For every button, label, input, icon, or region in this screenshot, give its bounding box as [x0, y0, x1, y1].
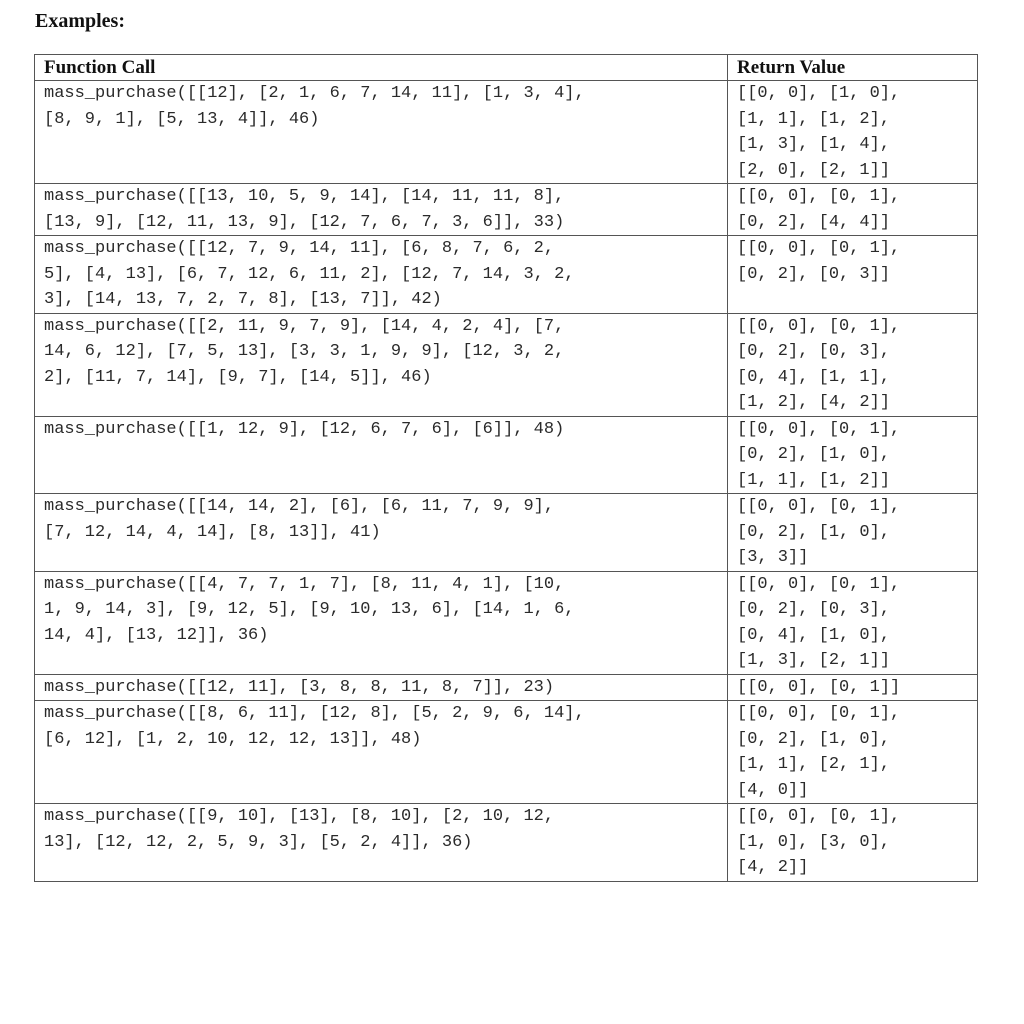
return-value-line: [1, 0], [3, 0],	[737, 832, 891, 852]
function-call-line: mass_purchase([[2, 11, 9, 7, 9], [14, 4, 2, 4], [7,	[44, 316, 565, 336]
table-row	[35, 674, 978, 701]
examples-heading: Examples:	[35, 10, 125, 32]
table-row	[35, 81, 978, 184]
function-call-cell	[35, 571, 728, 674]
function-call-line: mass_purchase([[1, 12, 9], [12, 6, 7, 6], [6]], 48)	[44, 419, 565, 439]
table-row	[35, 701, 978, 804]
function-call-line: mass_purchase([[9, 10], [13], [8, 10], [2, 10, 12,	[44, 807, 555, 826]
function-call-cell	[35, 236, 728, 314]
return-value-line: [[0, 0], [0, 1],	[737, 187, 901, 206]
table-body	[35, 81, 978, 882]
return-value-line: [0, 2], [1, 0],	[737, 729, 891, 749]
return-value-cell	[728, 416, 978, 494]
function-call-cell	[35, 81, 728, 184]
return-value-line: [[0, 0], [0, 1],	[737, 704, 901, 723]
function-call-line: 14, 4], [13, 12]], 36)	[44, 625, 269, 645]
return-value-line: [4, 0]]	[737, 780, 809, 800]
function-call-cell	[35, 416, 728, 494]
table-row	[35, 236, 978, 314]
return-value-line: [0, 4], [1, 0],	[737, 625, 891, 645]
function-call-line: 3], [14, 13, 7, 2, 7, 8], [13, 7]], 42)	[44, 290, 442, 309]
return-value-line: [0, 2], [4, 4]]	[737, 212, 891, 232]
return-value-line: [0, 4], [1, 1],	[737, 367, 891, 387]
function-call-line: mass_purchase([[12, 7, 9, 14, 11], [6, 8, 7, 6, 2,	[44, 239, 555, 258]
function-call-line: [6, 12], [1, 2, 10, 12, 12, 13]], 48)	[44, 729, 422, 749]
function-call-line: 13], [12, 12, 2, 5, 9, 3], [5, 2, 4]], 36)	[44, 832, 473, 852]
return-value-line: [[0, 0], [1, 0],	[737, 84, 901, 103]
return-value-line: [0, 2], [0, 3],	[737, 342, 891, 361]
function-call-line: mass_purchase([[12, 11], [3, 8, 8, 11, 8, 7]], 23)	[44, 677, 555, 697]
function-call-cell	[35, 313, 728, 416]
return-value-line: [1, 3], [1, 4],	[737, 135, 891, 154]
return-value-cell	[728, 701, 978, 804]
return-value-line: [2, 0], [2, 1]]	[737, 160, 891, 180]
table-row	[35, 184, 978, 236]
return-value-line: [0, 2], [0, 3],	[737, 600, 891, 619]
return-value-line: [1, 1], [1, 2],	[737, 109, 891, 129]
function-call-line: [13, 9], [12, 11, 13, 9], [12, 7, 6, 7, 3, 6]], 33)	[44, 212, 565, 232]
return-value-line: [0, 2], [1, 0],	[737, 522, 891, 542]
function-call-line: mass_purchase([[4, 7, 7, 1, 7], [8, 11, 4, 1], [10,	[44, 574, 565, 594]
return-value-line: [[0, 0], [0, 1]]	[737, 677, 901, 697]
function-call-line: 5], [4, 13], [6, 7, 12, 6, 11, 2], [12, 7, 14, 3, 2,	[44, 264, 575, 284]
function-call-cell	[35, 674, 728, 701]
function-call-cell	[35, 494, 728, 572]
return-value-line: [[0, 0], [0, 1],	[737, 239, 901, 258]
function-call-line: mass_purchase([[8, 6, 11], [12, 8], [5, 2, 9, 6, 14],	[44, 704, 585, 723]
return-value-line: [[0, 0], [0, 1],	[737, 807, 901, 826]
table-row	[35, 571, 978, 674]
examples-table	[34, 54, 978, 882]
function-call-cell	[35, 701, 728, 804]
return-value-line: [4, 2]]	[737, 858, 809, 877]
return-value-cell	[728, 313, 978, 416]
table-row	[35, 313, 978, 416]
function-call-line: 1, 9, 14, 3], [9, 12, 5], [9, 10, 13, 6], [14, 1, 6,	[44, 600, 575, 619]
return-value-cell	[728, 184, 978, 236]
return-value-line: [1, 3], [2, 1]]	[737, 651, 891, 670]
function-call-line: mass_purchase([[13, 10, 5, 9, 14], [14, 11, 11, 8],	[44, 187, 565, 206]
return-value-cell	[728, 804, 978, 882]
return-value-line: [3, 3]]	[737, 548, 809, 567]
return-value-cell	[728, 236, 978, 314]
return-value-cell	[728, 81, 978, 184]
return-value-line: [0, 2], [1, 0],	[737, 445, 891, 464]
return-value-line: [1, 1], [1, 2]]	[737, 470, 891, 490]
table-row	[35, 804, 978, 882]
return-value-line: [1, 1], [2, 1],	[737, 755, 891, 774]
column-header-return-value: Return Value	[728, 55, 978, 81]
return-value-line: [[0, 0], [0, 1],	[737, 574, 901, 594]
return-value-line: [1, 2], [4, 2]]	[737, 393, 891, 412]
return-value-line: [0, 2], [0, 3]]	[737, 264, 891, 284]
return-value-cell	[728, 571, 978, 674]
function-call-line: 2], [11, 7, 14], [9, 7], [14, 5]], 46)	[44, 367, 432, 387]
return-value-line: [[0, 0], [0, 1],	[737, 419, 901, 439]
function-call-line: mass_purchase([[12], [2, 1, 6, 7, 14, 11], [1, 3, 4],	[44, 84, 585, 103]
return-value-cell	[728, 494, 978, 572]
function-call-line: 14, 6, 12], [7, 5, 13], [3, 3, 1, 9, 9], [12, 3, 2,	[44, 342, 565, 361]
return-value-cell	[728, 674, 978, 701]
return-value-line: [[0, 0], [0, 1],	[737, 316, 901, 336]
column-header-function-call: Function Call	[35, 55, 728, 81]
return-value-line: [[0, 0], [0, 1],	[737, 497, 901, 516]
table-row	[35, 494, 978, 572]
function-call-cell	[35, 804, 728, 882]
table-row	[35, 416, 978, 494]
function-call-line: [8, 9, 1], [5, 13, 4]], 46)	[44, 109, 320, 129]
table-header-row	[35, 55, 978, 81]
function-call-cell	[35, 184, 728, 236]
function-call-line: mass_purchase([[14, 14, 2], [6], [6, 11, 7, 9, 9],	[44, 497, 555, 516]
function-call-line: [7, 12, 14, 4, 14], [8, 13]], 41)	[44, 522, 381, 542]
